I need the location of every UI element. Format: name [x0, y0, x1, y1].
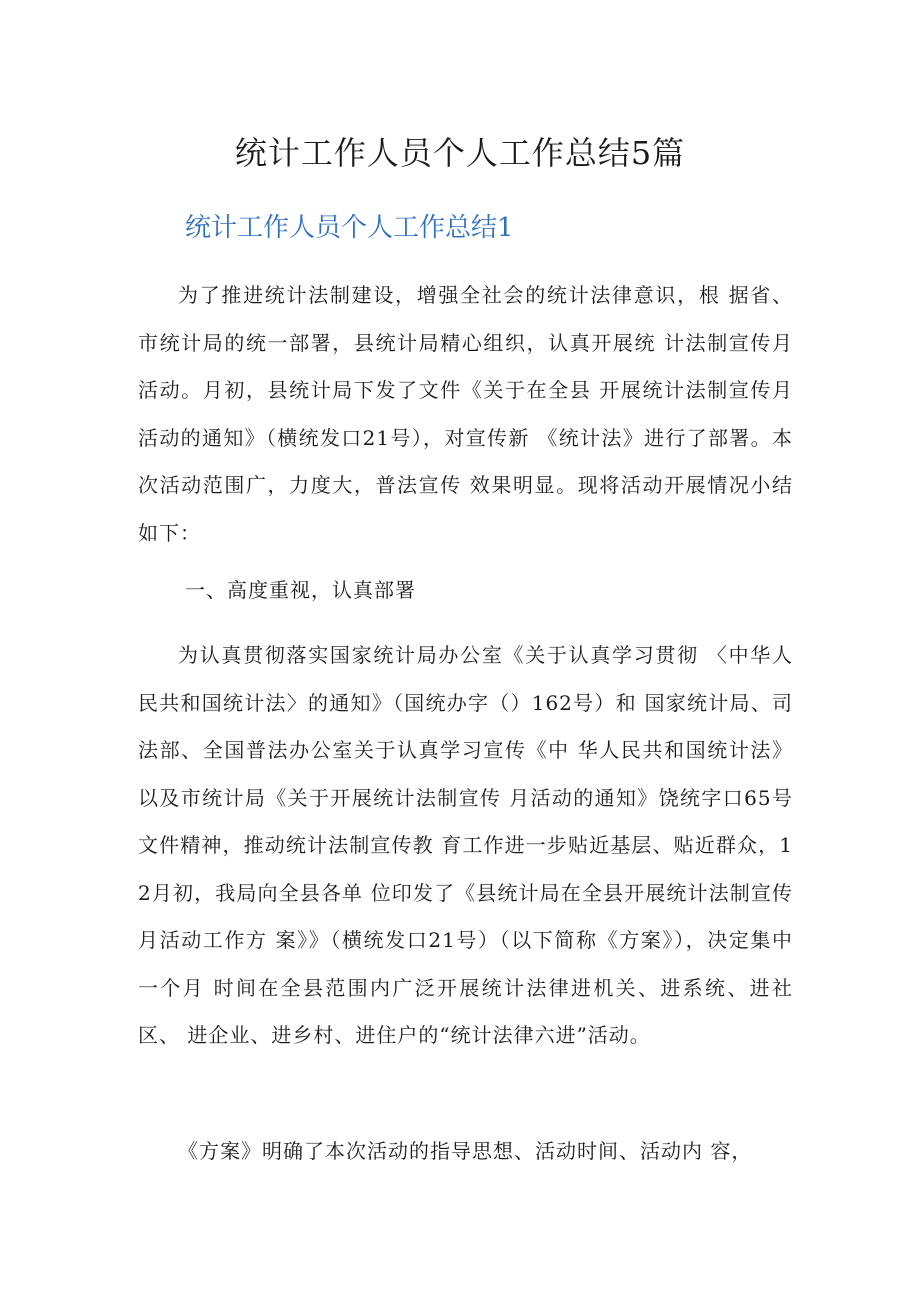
paragraph-deployment: 为认真贯彻落实国家统计局办公室《关于认真学习贯彻 〈中华人民共和国统计法〉的通知》（国统办字（）162号）和 国家统计局、司法部、全国普法办公室关于认真学习宣传《中 华人民共和国统计法》以及市统计局《关于开展统计法制宣传 月活动的通知》饶统字口65号文件精神，推动统计法制宣传教 育工作进一步贴近基层、贴近群众，12月初，我局向全县各单 位印发了《县统计局在全县开展统计法制宣传月活动工作方 案》》（横统发口21号）（以下简称《方案》），决定集中一个月 时间在全县范围内广泛开展统计法律进机关、进系统、进社区、 进企业、进乡村、进住户的“统计法律六进”活动。	[138, 643, 793, 1047]
section-title: 统计工作人员个人工作总结1	[185, 213, 514, 243]
paragraph-intro: 为了推进统计法制建设，增强全社会的统计法律意识，根 据省、市统计局的统一部署，县统计局精心组织，认真开展统 计法制宣传月活动。月初，县统计局下发了文件《关于在全县 开展统计法制宣传月活动的通知》（横统发口21号），对宣传新 《统计法》进行了部署。本次活动范围广，力度大，普法宣传 效果明显。现将活动开展情况小结如下：	[138, 283, 793, 545]
heading-one: 一、高度重视，认真部署	[185, 578, 416, 602]
document-title: 统计工作人员个人工作总结5篇	[234, 134, 686, 172]
paragraph-plan: 《方案》明确了本次活动的指导思想、活动时间、活动内 容，	[178, 1139, 753, 1163]
